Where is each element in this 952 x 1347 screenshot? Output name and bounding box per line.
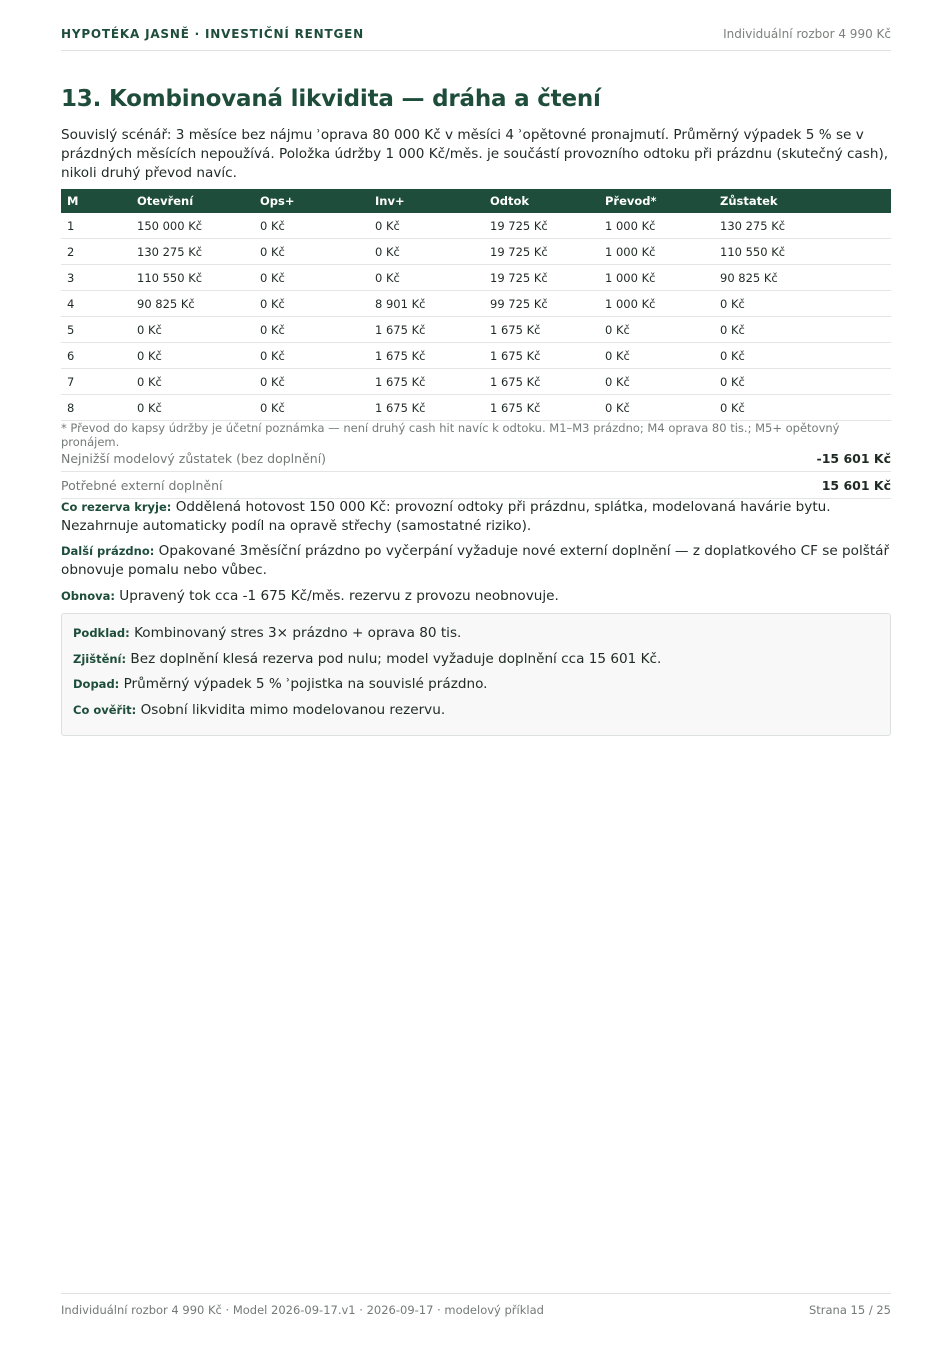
table-cell: 1 675 Kč: [484, 317, 599, 343]
table-cell: 1 675 Kč: [369, 343, 484, 369]
table-cell: 3: [61, 265, 131, 291]
table-cell: 0 Kč: [254, 213, 369, 239]
finding-label: Zjištění:: [73, 652, 127, 666]
table-cell: 0 Kč: [369, 213, 484, 239]
footer-meta: Individuální rozbor 4 990 Kč · Model 2026-09-17.v1 · 2026-09-17 · modelový příklad: [61, 1303, 544, 1317]
report-page: [61, 0, 891, 1347]
brand-title: HYPOTÉKA JASNĚ · INVESTIČNÍ RENTGEN: [61, 27, 364, 41]
table-cell: 19 725 Kč: [484, 265, 599, 291]
table-cell: 1 675 Kč: [369, 317, 484, 343]
table-cell: 0 Kč: [254, 265, 369, 291]
table-cell: 0 Kč: [369, 239, 484, 265]
col-header-month: M: [61, 189, 131, 213]
table-cell: 6: [61, 343, 131, 369]
table-cell: 1 000 Kč: [599, 213, 714, 239]
paragraph-text: Opakované 3měsíční prázdno po vyčerpání vyžaduje nové externí doplnění — z doplatkového CF se polštář obnovuje pomalu nebo vůbec.: [61, 543, 890, 578]
paragraph-label: Obnova:: [61, 589, 115, 603]
table-cell: 110 550 Kč: [714, 239, 891, 265]
table-cell: 130 275 Kč: [714, 213, 891, 239]
table-cell: 0 Kč: [599, 395, 714, 421]
summary-value: 15 601 Kč: [821, 478, 891, 493]
table-cell: 1 675 Kč: [484, 395, 599, 421]
table-row: [61, 369, 891, 395]
table-cell: 5: [61, 317, 131, 343]
finding-label: Dopad:: [73, 677, 120, 691]
finding-basis: [73, 625, 461, 641]
page-footer: [61, 1293, 891, 1324]
table-cell: 90 825 Kč: [131, 291, 254, 317]
table-cell: 0 Kč: [599, 343, 714, 369]
finding-label: Co ověřit:: [73, 703, 137, 717]
table-row: [61, 395, 891, 421]
paragraph-text: Oddělená hotovost 150 000 Kč: provozní odtoky při prázdnu, splátka, modelovaná havárie bytu. Nezahrnuje automaticky podíl na opravě střechy (samostatné riziko).: [61, 499, 831, 534]
table-row: [61, 343, 891, 369]
table-cell: 4: [61, 291, 131, 317]
table-row: [61, 239, 891, 265]
table-cell: 8: [61, 395, 131, 421]
table-cell: 0 Kč: [131, 395, 254, 421]
table-cell: 0 Kč: [714, 395, 891, 421]
table-cell: 0 Kč: [254, 369, 369, 395]
col-header-balance: Zůstatek: [714, 189, 891, 213]
table-row: [61, 265, 891, 291]
table-cell: 0 Kč: [369, 265, 484, 291]
table-cell: 0 Kč: [599, 317, 714, 343]
table-cell: 0 Kč: [714, 369, 891, 395]
col-header-opening: Otevření: [131, 189, 254, 213]
page-header: [61, 24, 891, 51]
table-cell: 0 Kč: [254, 343, 369, 369]
table-cell: 1 675 Kč: [369, 395, 484, 421]
table-footnote: * Převod do kapsy údržby je účetní poznámka — není druhý cash hit navíc k odtoku. M1–M3 prázdno; M4 oprava 80 tis.; M5+ opětovný pronájem.: [61, 421, 840, 449]
table-cell: 1 675 Kč: [484, 369, 599, 395]
next-vacancy-paragraph: [61, 542, 891, 580]
table-cell: 0 Kč: [254, 239, 369, 265]
finding-text: Bez doplnění klesá rezerva pod nulu; model vyžaduje doplnění cca 15 601 Kč.: [126, 651, 662, 667]
table-cell: 130 275 Kč: [131, 239, 254, 265]
summary-value: -15 601 Kč: [816, 451, 891, 466]
paragraph-label: Další prázdno:: [61, 544, 155, 558]
table-header-row: [61, 189, 891, 213]
table-cell: 0 Kč: [714, 343, 891, 369]
finding-impact: [73, 676, 488, 692]
finding-text: Osobní likvidita mimo modelovanou rezervu.: [136, 702, 446, 718]
paragraph-label: Co rezerva kryje:: [61, 500, 172, 514]
finding-label: Podklad:: [73, 626, 130, 640]
table-cell: 0 Kč: [131, 317, 254, 343]
table-cell: 0 Kč: [254, 395, 369, 421]
table-cell: 1: [61, 213, 131, 239]
table-cell: 19 725 Kč: [484, 239, 599, 265]
col-header-outflow: Odtok: [484, 189, 599, 213]
table-cell: 0 Kč: [714, 291, 891, 317]
section-title: 13. Kombinovaná likvidita — dráha a čtení: [61, 86, 601, 112]
summary-row-min-balance: [61, 445, 891, 472]
table-row: [61, 317, 891, 343]
table-cell: 0 Kč: [714, 317, 891, 343]
table-cell: 150 000 Kč: [131, 213, 254, 239]
table-cell: 1 000 Kč: [599, 239, 714, 265]
col-header-inv: Inv+: [369, 189, 484, 213]
table-cell: 8 901 Kč: [369, 291, 484, 317]
table-cell: 0 Kč: [254, 317, 369, 343]
table-row: [61, 213, 891, 239]
col-header-ops: Ops+: [254, 189, 369, 213]
table-cell: 0 Kč: [131, 369, 254, 395]
table-cell: 2: [61, 239, 131, 265]
table-cell: 1 000 Kč: [599, 291, 714, 317]
table-cell: 1 675 Kč: [484, 343, 599, 369]
summary-label: Nejnižší modelový zůstatek (bez doplnění): [61, 451, 327, 466]
paragraph-text: Upravený tok cca -1 675 Kč/měs. rezervu z provozu neobnovuje.: [114, 588, 559, 604]
finding-verify: [73, 702, 445, 718]
col-header-transfer: Převod*: [599, 189, 714, 213]
table-cell: 90 825 Kč: [714, 265, 891, 291]
table-cell: 0 Kč: [131, 343, 254, 369]
table-row: [61, 291, 891, 317]
table-cell: 7: [61, 369, 131, 395]
page-number: Strana 15 / 25: [808, 1303, 891, 1317]
table-cell: 19 725 Kč: [484, 213, 599, 239]
table-cell: 0 Kč: [254, 291, 369, 317]
summary-row-external-topup: [61, 472, 891, 499]
summary-label: Potřebné externí doplnění: [61, 478, 223, 493]
finding-result: [73, 651, 661, 667]
finding-text: Průměrný výpadek 5 % ʾpojistka na souvislé prázdno.: [119, 676, 488, 692]
table-cell: 1 675 Kč: [369, 369, 484, 395]
table-cell: 110 550 Kč: [131, 265, 254, 291]
recovery-paragraph: [61, 587, 891, 606]
table-cell: 1 000 Kč: [599, 265, 714, 291]
finding-text: Kombinovaný stres 3× prázdno + oprava 80 tis.: [129, 625, 462, 641]
table-cell: 0 Kč: [599, 369, 714, 395]
findings-box: [61, 613, 891, 736]
liquidity-table: [61, 189, 891, 421]
header-product: Individuální rozbor 4 990 Kč: [723, 27, 891, 41]
table-cell: 99 725 Kč: [484, 291, 599, 317]
intro-text: Souvislý scénář: 3 měsíce bez nájmu ʾoprava 80 000 Kč v měsíci 4 ʾopětovné pronajmutí. Průměrný výpadek 5 % se v prázdných měsících nepoužívá. Položka údržby 1 000 Kč/měs. je součástí provozního odtoku při prázdnu (skutečný cash), nikoli druhý převod navíc.: [61, 127, 889, 181]
reserve-coverage-paragraph: [61, 498, 891, 536]
